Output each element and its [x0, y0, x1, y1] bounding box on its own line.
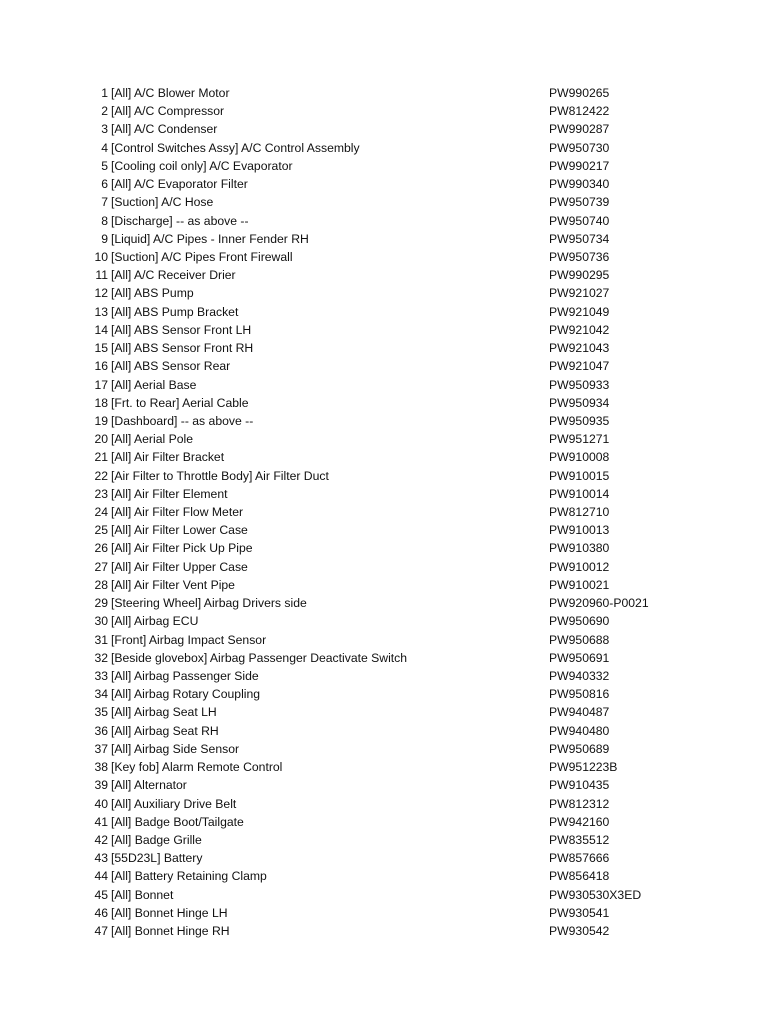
row-number: 45 — [94, 887, 108, 902]
part-number: PW950734 — [549, 231, 610, 246]
part-description: [Liquid] A/C Pipes - Inner Fender RH — [111, 231, 309, 246]
row-number: 2 — [101, 104, 108, 119]
part-number: PW950933 — [549, 377, 610, 392]
part-description: [All] Air Filter Pick Up Pipe — [111, 541, 253, 556]
row-number: 13 — [94, 304, 108, 319]
row-number: 41 — [94, 814, 108, 829]
part-row — [88, 412, 688, 430]
row-number: 33 — [94, 669, 108, 683]
row-number: 35 — [94, 705, 108, 720]
part-number: PW990287 — [549, 122, 610, 137]
part-row — [88, 339, 688, 357]
part-row — [88, 867, 688, 885]
part-description: [All] A/C Evaporator Filter — [111, 177, 248, 192]
part-description: [All] A/C Compressor — [111, 104, 225, 119]
row-number: 29 — [94, 596, 108, 611]
part-row — [88, 740, 688, 758]
row-number: 28 — [94, 577, 108, 592]
part-row — [88, 84, 688, 102]
part-description: [All] ABS Pump Bracket — [111, 304, 239, 319]
part-description: [All] Aerial Pole — [111, 432, 193, 447]
row-number: 11 — [95, 268, 108, 283]
part-row — [88, 831, 688, 849]
part-number: PW921042 — [549, 322, 610, 337]
row-number: 6 — [101, 177, 108, 192]
part-number: PW940332 — [549, 669, 610, 683]
part-description: [All] Airbag ECU — [111, 614, 199, 629]
part-number: PW950740 — [549, 213, 610, 228]
part-number: PW910008 — [549, 450, 610, 465]
part-number: PW990217 — [549, 158, 610, 173]
part-row — [88, 503, 688, 521]
part-number: PW910014 — [549, 486, 610, 501]
part-row — [88, 357, 688, 375]
part-description: [All] A/C Condenser — [111, 122, 218, 137]
part-description: [Key fob] Alarm Remote Control — [111, 760, 283, 775]
row-number: 26 — [94, 541, 108, 556]
row-number: 42 — [94, 832, 108, 847]
part-description: [All] ABS Sensor Rear — [111, 359, 231, 374]
part-row — [88, 266, 688, 284]
part-row — [88, 321, 688, 339]
part-row — [88, 612, 688, 630]
part-number: PW942160 — [549, 814, 610, 829]
part-row — [88, 467, 688, 485]
part-row — [88, 539, 688, 557]
part-description: [All] A/C Receiver Drier — [111, 268, 236, 283]
part-number: PW812312 — [549, 796, 610, 811]
row-number: 24 — [94, 505, 108, 520]
part-row — [88, 139, 688, 157]
part-description: [All] Air Filter Flow Meter — [111, 505, 244, 520]
part-number: PW910013 — [549, 523, 610, 538]
row-number: 25 — [94, 523, 108, 538]
row-number: 3 — [101, 122, 108, 137]
part-description: [All] Air Filter Upper Case — [111, 559, 248, 574]
part-description: [All] ABS Sensor Front LH — [111, 322, 252, 337]
part-row — [88, 649, 688, 667]
row-number: 8 — [101, 213, 108, 228]
part-row — [88, 776, 688, 794]
part-row — [88, 376, 688, 394]
part-number: PW930541 — [549, 905, 610, 920]
part-description: [Beside glovebox] Airbag Passenger Deactivate Switch — [111, 650, 408, 665]
part-description: [All] A/C Blower Motor — [111, 86, 230, 100]
part-description: [All] Air Filter Bracket — [111, 450, 225, 465]
part-row — [88, 230, 688, 248]
part-row — [88, 120, 688, 138]
part-description: [Dashboard] -- as above -- — [111, 413, 254, 428]
part-number: PW950690 — [549, 614, 610, 629]
row-number: 18 — [94, 395, 108, 410]
row-number: 31 — [94, 632, 108, 647]
part-number: PW950736 — [549, 249, 610, 264]
part-number: PW910380 — [549, 541, 610, 556]
row-number: 12 — [94, 286, 108, 301]
part-description: [Suction] A/C Pipes Front Firewall — [111, 249, 293, 264]
part-row — [88, 722, 688, 740]
part-row — [88, 849, 688, 867]
part-number: PW950816 — [549, 687, 610, 702]
part-description: [All] Badge Grille — [111, 832, 202, 847]
part-description: [All] Alternator — [111, 778, 187, 793]
part-description: [All] Bonnet Hinge LH — [111, 905, 228, 920]
part-row — [88, 303, 688, 321]
row-number: 15 — [94, 341, 108, 356]
part-row — [88, 685, 688, 703]
part-number: PW951223B — [549, 760, 618, 775]
part-description: [All] Air Filter Lower Case — [111, 523, 248, 538]
part-description: [Cooling coil only] A/C Evaporator — [111, 158, 293, 173]
row-number: 43 — [94, 851, 108, 866]
part-number: PW950691 — [549, 650, 610, 665]
row-number: 4 — [101, 140, 108, 155]
part-description: [Steering Wheel] Airbag Drivers side — [111, 596, 307, 611]
row-number: 27 — [94, 559, 108, 574]
part-number: PW950688 — [549, 632, 610, 647]
part-row — [88, 667, 688, 685]
part-row — [88, 175, 688, 193]
part-number: PW930530X3ED — [549, 887, 642, 902]
part-description: [Frt. to Rear] Aerial Cable — [111, 395, 249, 410]
row-number: 10 — [94, 249, 108, 264]
part-number: PW950934 — [549, 395, 610, 410]
part-number: PW910021 — [549, 577, 610, 592]
part-number: PW950935 — [549, 413, 610, 428]
part-description: [All] Aerial Base — [111, 377, 197, 392]
part-description: [All] Badge Boot/Tailgate — [111, 814, 244, 829]
part-number: PW921049 — [549, 304, 610, 319]
part-row — [88, 904, 688, 922]
part-description: [All] ABS Sensor Front RH — [111, 341, 254, 356]
row-number: 46 — [94, 905, 108, 920]
row-number: 23 — [94, 486, 108, 501]
part-row — [88, 594, 688, 612]
part-number: PW920960-P0021 — [549, 596, 649, 611]
part-row — [88, 102, 688, 120]
row-number: 39 — [94, 778, 108, 793]
part-number: PW990295 — [549, 268, 610, 283]
part-number: PW921047 — [549, 359, 610, 374]
row-number: 34 — [94, 687, 108, 702]
part-number: PW857666 — [549, 851, 610, 866]
part-description: [All] Bonnet — [111, 887, 174, 902]
row-number: 44 — [94, 869, 108, 884]
part-description: [All] Bonnet Hinge RH — [111, 924, 230, 939]
part-description: [All] Airbag Side Sensor — [111, 741, 240, 756]
part-row — [88, 703, 688, 721]
row-number: 37 — [94, 741, 108, 756]
part-description: [All] Airbag Seat RH — [111, 723, 219, 738]
part-description: [All] Airbag Rotary Coupling — [111, 687, 261, 702]
part-row — [88, 430, 688, 448]
part-description: [55D23L] Battery — [111, 851, 203, 866]
part-row — [88, 193, 688, 211]
part-number: PW930542 — [549, 924, 610, 939]
part-number: PW910012 — [549, 559, 610, 574]
part-row — [88, 576, 688, 594]
part-number: PW812422 — [549, 104, 610, 119]
row-number: 7 — [101, 195, 108, 210]
part-row — [88, 157, 688, 175]
part-number: PW950739 — [549, 195, 610, 210]
parts-list — [88, 84, 688, 940]
part-row — [88, 886, 688, 904]
part-row — [88, 631, 688, 649]
row-number: 20 — [94, 432, 108, 447]
part-number: PW812710 — [549, 505, 610, 520]
part-description: [All] Auxiliary Drive Belt — [111, 796, 237, 811]
part-description: [All] Air Filter Vent Pipe — [111, 577, 235, 592]
part-row — [88, 813, 688, 831]
row-number: 21 — [94, 450, 108, 465]
row-number: 9 — [101, 231, 108, 246]
part-description: [Discharge] -- as above -- — [111, 213, 249, 228]
part-number: PW910015 — [549, 468, 610, 483]
part-number: PW951271 — [549, 432, 610, 447]
part-row — [88, 758, 688, 776]
part-row — [88, 448, 688, 466]
part-number: PW990340 — [549, 177, 610, 192]
row-number: 14 — [94, 322, 108, 337]
part-row — [88, 212, 688, 230]
row-number: 17 — [94, 377, 108, 392]
part-description: [All] ABS Pump — [111, 286, 194, 301]
row-number: 47 — [94, 924, 108, 939]
part-number: PW921027 — [549, 286, 610, 301]
part-number: PW940487 — [549, 705, 610, 720]
row-number: 22 — [94, 468, 108, 483]
part-row — [88, 922, 688, 940]
part-description: [Front] Airbag Impact Sensor — [111, 632, 267, 647]
part-description: [Air Filter to Throttle Body] Air Filter Duct — [111, 468, 329, 483]
part-row — [88, 795, 688, 813]
part-row — [88, 248, 688, 266]
part-row — [88, 284, 688, 302]
row-number: 5 — [101, 158, 108, 173]
part-description: [Control Switches Assy] A/C Control Assembly — [111, 140, 360, 155]
row-number: 16 — [94, 359, 108, 374]
part-description: [Suction] A/C Hose — [111, 195, 214, 210]
part-description: [All] Air Filter Element — [111, 486, 228, 501]
part-number: PW950689 — [549, 741, 610, 756]
row-number: 1 — [101, 86, 108, 100]
row-number: 32 — [94, 650, 108, 665]
row-number: 19 — [94, 413, 108, 428]
part-number: PW940480 — [549, 723, 610, 738]
part-number: PW921043 — [549, 341, 610, 356]
row-number: 38 — [94, 760, 108, 775]
row-number: 30 — [94, 614, 108, 629]
row-number: 36 — [94, 723, 108, 738]
part-row — [88, 521, 688, 539]
part-number: PW990265 — [549, 86, 610, 100]
part-number: PW910435 — [549, 778, 610, 793]
row-number: 40 — [94, 796, 108, 811]
part-description: [All] Battery Retaining Clamp — [111, 869, 267, 884]
part-description: [All] Airbag Seat LH — [111, 705, 217, 720]
part-description: [All] Airbag Passenger Side — [111, 669, 259, 683]
part-row — [88, 394, 688, 412]
part-row — [88, 558, 688, 576]
part-number: PW856418 — [549, 869, 610, 884]
part-number: PW835512 — [549, 832, 610, 847]
part-number: PW950730 — [549, 140, 610, 155]
part-row — [88, 485, 688, 503]
